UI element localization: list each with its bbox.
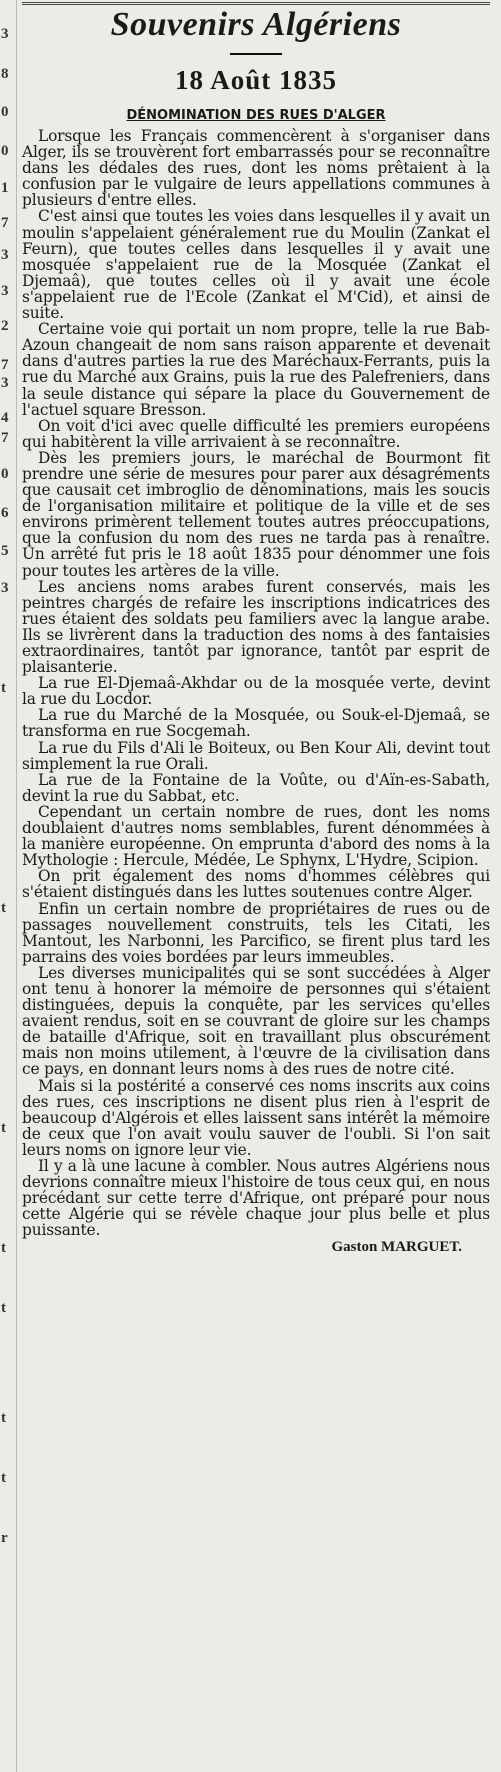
gutter-mark: 7	[1, 357, 9, 373]
article-date: 18 Août 1835	[174, 65, 338, 95]
paragraph: Les anciens noms arabes furent conservés, mais les peintres chargés de refaire les inscriptions indicatrices des rues étaient des soldats peu familiers avec la langue arabe. Ils se livrèrent dans la traduction des noms à des fantaisies extraordinaires, tantôt par ignorance, tantôt par esprit de plaisanterie.	[22, 577, 490, 677]
paragraph: Cependant un certain nombre de rues, dont les noms doublaient d'autres noms semblables, furent dénommées à la manière européenne. On emprunta d'abord des noms à la Mythologie : Hercule, Médée, Le Sphynx, L'Hydre, Scipion.	[22, 802, 490, 870]
gutter-mark: 3	[1, 375, 9, 391]
paragraph: On voit d'ici avec quelle difficulté les premiers européens qui habitèrent la ville arrivaient à se reconnaître.	[22, 416, 490, 451]
paragraph: La rue El-Djemaâ-Akhdar ou de la mosquée verte, devint la rue du Locdor.	[22, 674, 490, 709]
gutter-mark: t	[1, 1120, 6, 1136]
gutter-mark: 0	[1, 466, 9, 482]
paragraph: Il y a là une lacune à combler. Nous autres Algériens nous devrions connaître mieux l'histoire de tous ceux qui, en nous précédant sur cette terre d'Afrique, ont préparé pour nous cette Algérie qui se révèle chaque jour plus belle et plus puissante.	[22, 1157, 490, 1240]
gutter-mark: t	[1, 1240, 6, 1256]
gutter-mark: 1	[1, 180, 9, 196]
paragraph: La rue de la Fontaine de la Voûte, ou d'Aïn-es-Sabath, devint la rue du Sabbat, etc.	[22, 770, 490, 805]
paragraph: Mais si la postérité a conservé ces noms inscrits aux coins des rues, ces inscriptions ne disent plus rien à l'esprit de beaucoup d'Algérois et elles laissent sans intérêt la mémoire de ceux que l'on avait voulu sauver de l'oubli. Si l'on sait leurs noms on ignore leur vie.	[22, 1076, 490, 1159]
gutter-mark: t	[1, 1470, 6, 1486]
gutter-mark: 3	[1, 283, 9, 299]
paragraph: Les diverses municipalités qui se sont succédées à Alger ont tenu à honorer la mémoire de personnes qui s'étaient distinguées, depuis la conquête, par les services qu'elles avaient rendus, soit en se couvrant de gloire sur les champs de bataille d'Afrique, soit en travaillant plus obscurément mais non moins utilement, à l'œuvre de la civilisation dans ce pays, en donnant leurs noms à des rues de notre cité.	[22, 963, 490, 1079]
gutter-mark: 3	[1, 247, 9, 263]
gutter-mark: 3	[1, 580, 9, 596]
gutter-mark: t	[1, 1410, 6, 1426]
gutter-mark: 5	[1, 543, 9, 559]
article-column	[22, 0, 490, 1256]
gutter-mark: 7	[1, 430, 9, 446]
article-headline: DÉNOMINATION DES RUES D'ALGER	[126, 108, 386, 123]
gutter-mark: 7	[1, 215, 9, 231]
gutter-mark: 3	[1, 26, 9, 42]
article-body	[22, 128, 490, 1238]
adjacent-column-edge	[0, 0, 17, 1772]
gutter-mark: 6	[1, 505, 9, 521]
paragraph: La rue du Fils d'Ali le Boiteux, ou Ben Kour Ali, devint tout simplement la rue Orali.	[22, 738, 490, 773]
gutter-mark: t	[1, 900, 6, 916]
gutter-mark: 0	[1, 143, 9, 159]
gutter-mark: 2	[1, 318, 9, 334]
author-signature: Gaston MARGUET.	[331, 1239, 462, 1256]
gutter-mark: 4	[1, 410, 9, 426]
masthead-title: Souvenirs Algériens	[22, 2, 490, 45]
paragraph: Dès les premiers jours, le maréchal de Bourmont fit prendre une série de mesures pour parer aux désagréments que causait cet imbroglio de dénominations, mais les soucis de l'organisation militaire et politique de la ville et de ses environs primèrent tellement toutes autres préoccupations, que la confusion du nom des rues ne tarda pas à renaître. Un arrêté fut pris le 18 août 1835 pour dénommer une fois pour toutes les artères de la ville.	[22, 448, 490, 580]
gutter-mark: 0	[1, 104, 9, 120]
gutter-mark: 8	[1, 66, 9, 82]
paragraph: Enfin un certain nombre de propriétaires de rues ou de passages nouvellement construits, tels les Citati, les Mantout, les Narbonni, les Parcifico, se firent plus tard les parrains des voies bordées par leurs immeubles.	[22, 899, 490, 966]
paragraph: Lorsque les Français commencèrent à s'organiser dans Alger, ils se trouvèrent fort embarrassés pour se reconnaître dans les dédales des rues, dont les noms prêtaient à la confusion par le vulgaire de leurs appellations communes à plusieurs d'entre elles.	[22, 127, 490, 210]
paragraph: On prit également des noms d'hommes célèbres qui s'étaient distingués dans les luttes soutenues contre Alger.	[22, 867, 490, 902]
gutter-mark: r	[1, 1530, 8, 1546]
paragraph: C'est ainsi que toutes les voies dans lesquelles il y avait un moulin s'appelaient généralement rue du Moulin (Zankat el Feurn), que toutes celles dans lesquelles il y avait une mosquée s'appelaient rue de la Mosquée (Zankat el Djemaâ), que toutes celles où il y avait une école s'appelaient rue de l'Ecole (Zankat el M'Cid), et ainsi de suite.	[22, 207, 490, 323]
gutter-mark: t	[1, 1300, 6, 1316]
paragraph: La rue du Marché de la Mosquée, ou Souk-el-Djemaâ, se transforma en rue Socgemah.	[22, 706, 490, 741]
paragraph: Certaine voie qui portait un nom propre, telle la rue Bab-Azoun changeait de nom sans raison apparente et devenait dans d'autres parties la rue des Maréchaux-Ferrants, puis la rue du Marché aux Grains, puis la rue des Palefreniers, dans la seule distance qui sépare la place du Gouvernement de l'actuel square Bresson.	[22, 320, 490, 419]
title-divider	[230, 53, 282, 55]
gutter-mark: t	[1, 680, 6, 696]
